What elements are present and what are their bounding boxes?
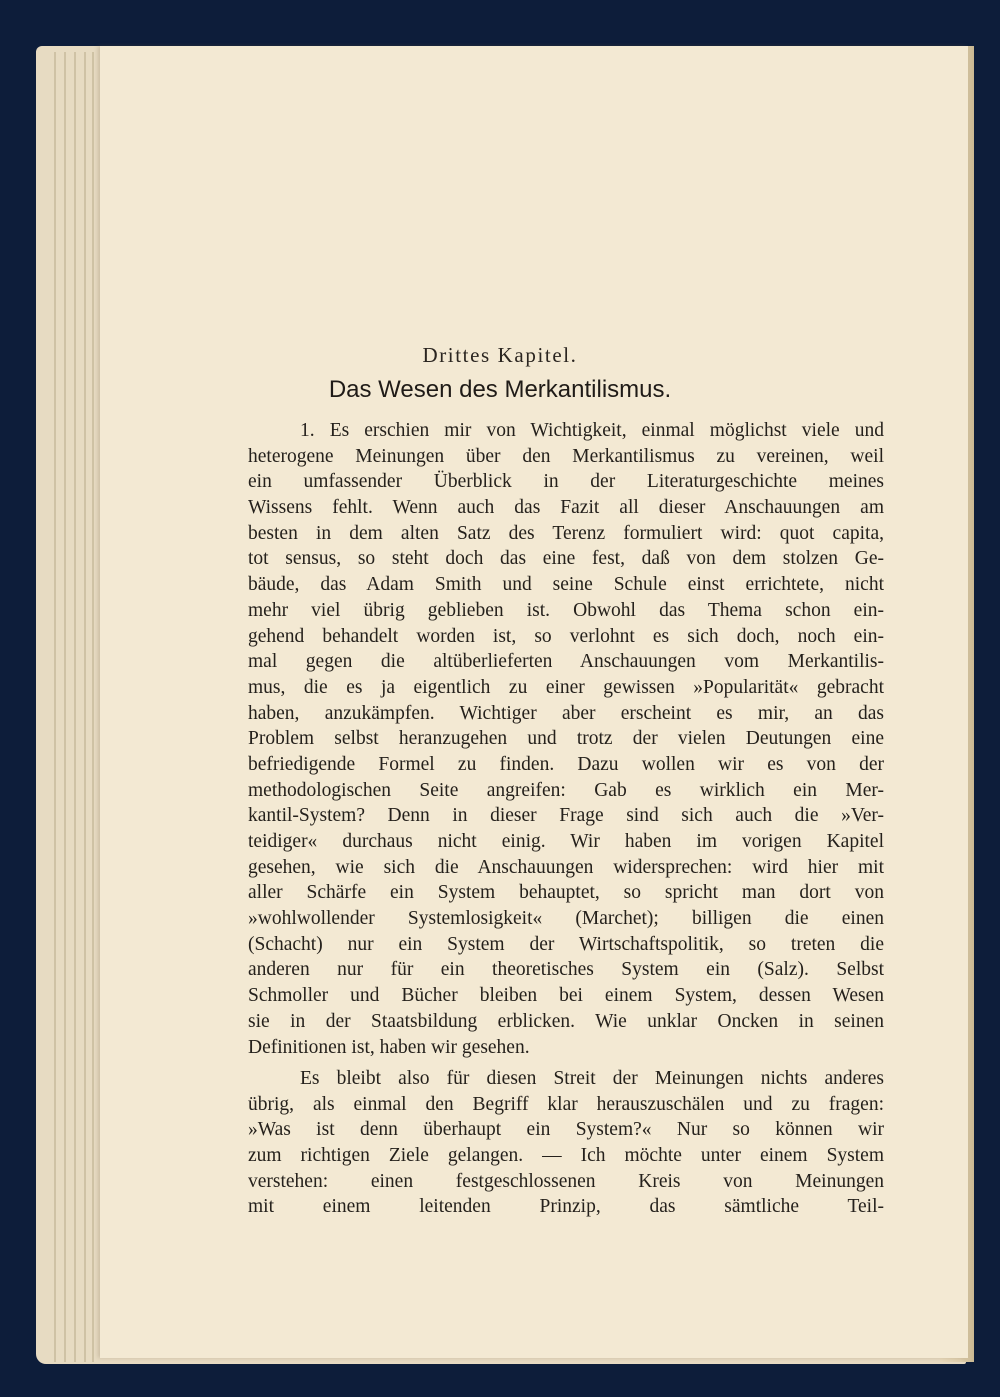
- text-line: mal gegen die altüberlieferten Anschauungen vom Merkantilis-: [248, 651, 884, 673]
- chapter-label: Drittes Kapitel.: [422, 343, 578, 367]
- text-line: ein umfassender Überblick in der Literaturgeschichte meines: [248, 471, 884, 493]
- paragraph-2: [248, 1066, 884, 1220]
- text-line: 1. Es erschien mir von Wichtigkeit, einmal möglichst viele und: [300, 420, 884, 441]
- page-edge: [64, 52, 66, 1362]
- text-line: gehend behandelt worden ist, so verlohnt es sich doch, noch ein-: [248, 625, 884, 647]
- text-line: methodologischen Seite angreifen: Gab es wirklich ein Mer-: [248, 779, 884, 801]
- text-line: verstehen: einen festgeschlossenen Kreis von Meinungen: [248, 1170, 884, 1192]
- page-edge: [74, 52, 76, 1362]
- page-edge: [54, 52, 56, 1362]
- text-line: »wohlwollender Systemlosigkeit« (Marchet); billigen die einen: [248, 908, 884, 930]
- text-line: aller Schärfe ein System behauptet, so spricht man dort von: [248, 882, 884, 904]
- text-line: heterogene Meinungen über den Merkantilismus zu vereinen, weil: [248, 445, 884, 467]
- text-line: anderen nur für ein theoretisches System ein (Salz). Selbst: [248, 959, 884, 981]
- text-line: Schmoller und Bücher bleiben bei einem System, dessen Wesen: [248, 985, 884, 1007]
- paragraph-1: [248, 418, 884, 1060]
- text-line: mit einem leitenden Prinzip, das sämtliche Teil-: [248, 1196, 884, 1218]
- text-line: haben, anzukämpfen. Wichtiger aber erscheint es mir, an das: [248, 702, 884, 724]
- text-line: bäude, das Adam Smith und seine Schule einst errichtete, nicht: [248, 574, 884, 596]
- text-line: (Schacht) nur ein System der Wirtschaftspolitik, so treten die: [248, 933, 884, 955]
- text-line: sie in der Staatsbildung erblicken. Wie unklar Oncken in seinen: [248, 1010, 884, 1032]
- text-line: Definitionen ist, haben wir gesehen.: [248, 1036, 530, 1058]
- text-line: mehr viel übrig geblieben ist. Obwohl das Thema schon ein-: [248, 599, 884, 621]
- text-line: mus, die es ja eigentlich zu einer gewissen »Popularität« gebracht: [248, 676, 884, 698]
- text-line: tot sensus, so steht doch das eine fest, daß von dem stolzen Ge-: [248, 548, 884, 570]
- text-line: befriedigende Formel zu finden. Dazu wollen wir es von der: [248, 753, 884, 775]
- text-line: Es bleibt also für diesen Streit der Meinungen nichts anderes: [300, 1068, 884, 1089]
- page-edge: [92, 52, 94, 1362]
- text-line: Wissens fehlt. Wenn auch das Fazit all dieser Anschauungen am: [248, 497, 884, 519]
- chapter-title: Das Wesen des Merkantilismus.: [328, 376, 672, 403]
- text-line: teidiger« durchaus nicht einig. Wir haben im vorigen Kapitel: [248, 831, 884, 852]
- text-line: gesehen, wie sich die Anschauungen widersprechen: wird hier mit: [248, 856, 884, 878]
- text-line: kantil-System? Denn in dieser Frage sind sich auch die »Ver-: [248, 805, 884, 827]
- text-line: zum richtigen Ziele gelangen. — Ich möchte unter einem System: [248, 1145, 884, 1167]
- text-line: Problem selbst heranzugehen und trotz der vielen Deutungen eine: [248, 728, 884, 750]
- text-line: »Was ist denn überhaupt ein System?« Nur so können wir: [248, 1119, 884, 1141]
- text-line: übrig, als einmal den Begriff klar herauszuschälen und zu fragen:: [248, 1093, 884, 1115]
- text-line: besten in dem alten Satz des Terenz formuliert wird: quot capita,: [248, 522, 884, 544]
- page-edge: [84, 52, 86, 1362]
